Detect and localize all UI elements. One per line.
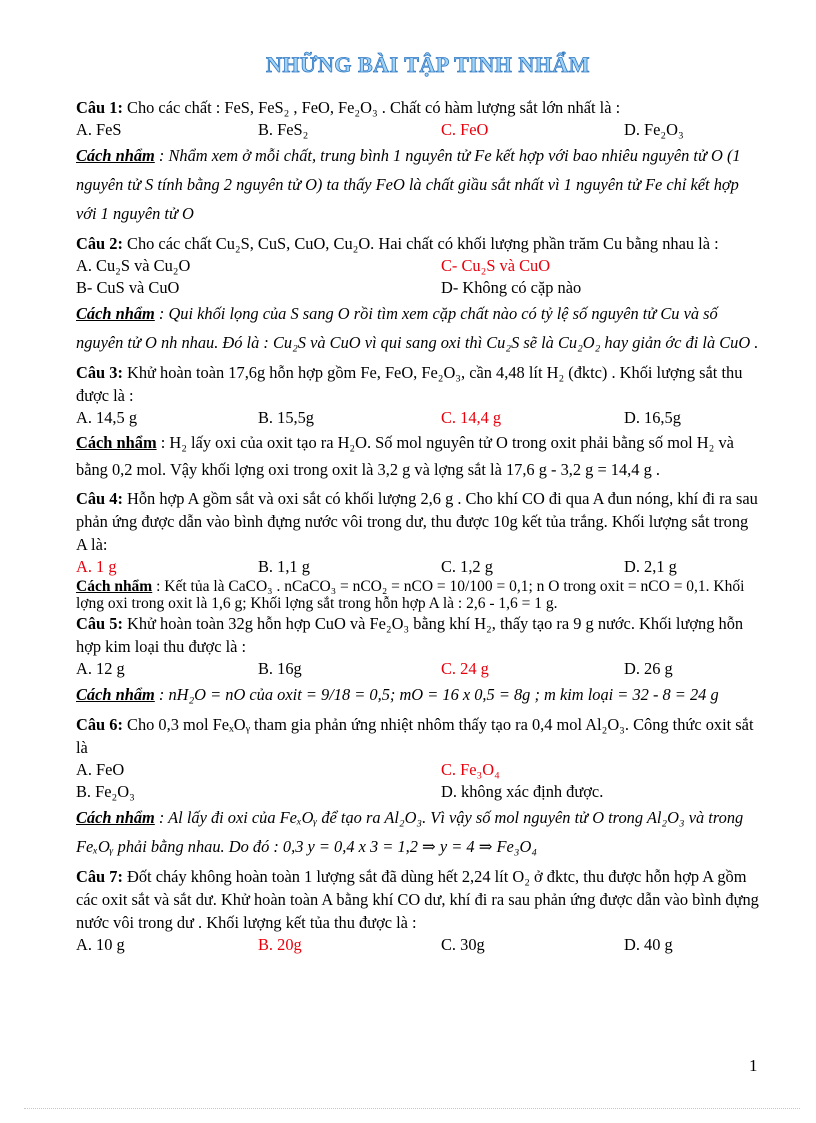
question-text: Cho các chất Cu₂S, CuS, CuO, Cu₂O. Hai chất có khối lượng phần trăm Cu bằng nhau là : <box>127 234 719 253</box>
option-a: A. FeO <box>76 760 125 779</box>
question-7 <box>76 865 760 934</box>
hint-text: : Al lấy đi oxi của FeₓOᵧ để tạo ra Al₂O₃. Vì vậy số mol nguyên tử O trong Al₂O₃ và trong FeₓOᵧ phải bằng nhau. Do đó : 0,3 y = 0,4 x 3 = 1,2 ⇒ y = 4 ⇒ Fe₃O₄ <box>76 808 744 856</box>
option-d: D. Fe₂O₃ <box>624 120 684 139</box>
solution-hint <box>76 803 760 861</box>
page-footer-divider <box>24 1108 800 1109</box>
option-d: D. 2,1 g <box>624 557 677 576</box>
solution-hint <box>76 141 760 228</box>
solution-hint <box>76 680 760 709</box>
question-text: Hỗn hợp A gồm sắt và oxi sắt có khối lượng 2,6 g . Cho khí CO đi qua A đun nóng, khí đi ra sau phản ứng được dẫn vào bình đựng nước vôi trong dư, thu được 10g kết tủa trắng. Khối lượng sắt trong A là: <box>76 489 758 554</box>
hint-text: : Nhẩm xem ở mỗi chất, trung bình 1 nguyên tử Fe kết hợp với bao nhiêu nguyên tử O (1 nguyên tử S tính bằng 2 nguyên tử O) ta thấy FeO là chất giầu sắt nhất vì 1 nguyên tử Fe chỉ kết hợp với 1 nguyên tử O <box>76 146 741 223</box>
question-3 <box>76 361 760 407</box>
answer-options <box>76 759 760 781</box>
question-text: Đốt cháy không hoàn toàn 1 lượng sắt đã dùng hết 2,24 lít O₂ ở đktc, thu được hỗn hợp A gồm các oxit sắt và sắt dư. Khử hoàn toàn A bằng khí CO dư, khí đi ra sau phản ứng được dẫn vào bình đựng nước vôi trong dư . Khối lượng kết tủa thu được là : <box>76 867 759 932</box>
answer-options <box>76 658 760 680</box>
question-text: Khử hoàn toàn 32g hỗn hợp CuO và Fe₂O₃ bằng khí H₂, thấy tạo ra 9 g nước. Khối lượng hỗn hợp kim loại thu được là : <box>76 614 744 656</box>
option-a: A. Cu₂S và Cu₂O <box>76 256 191 275</box>
option-c-correct: C. 14,4 g <box>441 408 502 427</box>
option-b: B. 16g <box>258 659 302 678</box>
answer-options <box>76 556 760 578</box>
question-text: Khử hoàn toàn 17,6g hỗn hợp gồm Fe, FeO, Fe₂O₃, cần 4,48 lít H₂ (đktc) . Khối lượng sắt thu được là : <box>76 363 743 405</box>
page-number: 1 <box>749 1056 758 1075</box>
option-a: A. FeS <box>76 120 122 139</box>
option-b: B. Fe₂O₃ <box>76 782 135 801</box>
question-2 <box>76 232 760 255</box>
hint-text: : nH₂O = nO của oxit = 9/18 = 0,5; mO = 16 x 0,5 = 8g ; m kim loại = 32 - 8 = 24 g <box>154 685 719 704</box>
option-b: B. 15,5g <box>258 408 315 427</box>
question-label: Câu 3: <box>76 363 123 382</box>
question-text: Cho 0,3 mol FeₓOᵧ tham gia phản ứng nhiệt nhôm thấy tạo ra 0,4 mol Al₂O₃. Công thức oxit sắt là <box>76 715 754 757</box>
hint-label: Cách nhẩm <box>76 433 157 452</box>
question-6 <box>76 713 760 759</box>
option-c: C. 30g <box>441 935 485 954</box>
hint-label: Cách nhẩm <box>76 304 155 323</box>
hint-label: Cách nhẩm <box>76 685 155 704</box>
answer-options <box>76 119 760 141</box>
option-c-correct: C- Cu₂S và CuO <box>441 256 551 275</box>
option-d: D. 40 g <box>624 935 673 954</box>
option-d: D- Không có cặp nào <box>441 278 582 297</box>
solution-hint <box>76 578 760 612</box>
question-1 <box>76 96 760 119</box>
question-label: Câu 5: <box>76 614 123 633</box>
hint-text: : Kết tủa là CaCO₃ . nCaCO₃ = nCO₂ = nCO = 10/100 = 0,1; n O trong oxit = nCO = 0,1. Khối lợng oxi trong oxit là 1,6 g; Khối lợng sắt trong hỗn hợp A là : 2,6 - 1,6 = 1 g. <box>76 578 745 612</box>
answer-options <box>76 407 760 429</box>
hint-label: Cách nhẩm <box>76 146 155 165</box>
document-page <box>76 52 760 956</box>
question-label: Câu 7: <box>76 867 123 886</box>
option-b-correct: B. 20g <box>258 935 302 954</box>
option-a-correct: A. 1 g <box>76 557 117 576</box>
hint-label: Cách nhẩm <box>76 578 153 595</box>
option-c: C. 1,2 g <box>441 557 493 576</box>
option-d: D. 16,5g <box>624 408 681 427</box>
option-c-correct: C. 24 g <box>441 659 489 678</box>
option-a: A. 10 g <box>76 935 125 954</box>
solution-hint <box>76 299 760 357</box>
question-label: Câu 2: <box>76 234 123 253</box>
answer-options <box>76 781 760 803</box>
solution-hint <box>76 429 760 483</box>
option-d: D. không xác định được. <box>441 782 604 801</box>
question-5 <box>76 612 760 658</box>
question-4 <box>76 487 760 556</box>
hint-text: : H₂ lấy oxi của oxit tạo ra H₂O. Số mol nguyên tử O trong oxit phải bằng số mol H₂ và bằng 0,2 mol. Vậy khối lợng oxi trong oxit là 3,2 g và lợng sắt là 17,6 g - 3,2 g = 14,4 g . <box>76 433 734 479</box>
hint-text: : Qui khối lọng của S sang O rồi tìm xem cặp chất nào có tỷ lệ số nguyên tử Cu và số nguyên tử O nh nhau. Đó là : Cu₂S và CuO vì qui sang oxi thì Cu₂S sẽ là Cu₂O₂ hay giản ớc đi là CuO . <box>76 304 759 352</box>
option-c-correct: C. FeO <box>441 120 489 139</box>
option-b: B. FeS₂ <box>258 120 309 139</box>
option-b: B- CuS và CuO <box>76 278 180 297</box>
option-c-correct: C. Fe₃O₄ <box>441 760 500 779</box>
answer-options <box>76 277 760 299</box>
hint-label: Cách nhẩm <box>76 808 155 827</box>
question-label: Câu 6: <box>76 715 123 734</box>
option-a: A. 14,5 g <box>76 408 138 427</box>
option-a: A. 12 g <box>76 659 125 678</box>
answer-options <box>76 934 760 956</box>
option-d: D. 26 g <box>624 659 673 678</box>
question-label: Câu 4: <box>76 489 123 508</box>
question-label: Câu 1: <box>76 98 123 117</box>
answer-options <box>76 255 760 277</box>
question-text: Cho các chất : FeS, FeS₂ , FeO, Fe₂O₃ . Chất có hàm lượng sắt lớn nhất là : <box>127 98 621 117</box>
option-b: B. 1,1 g <box>258 557 310 576</box>
page-title: NHỮNG BÀI TẬP TINH NHẨM <box>265 52 590 77</box>
